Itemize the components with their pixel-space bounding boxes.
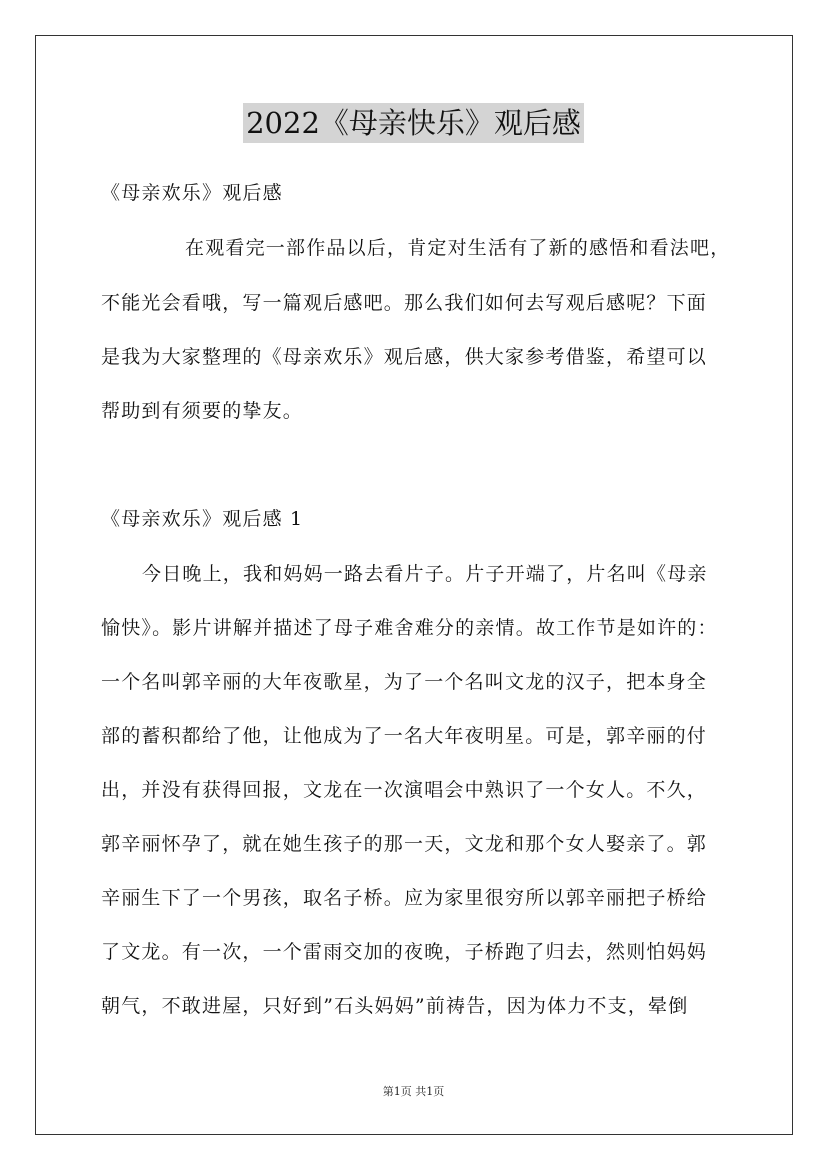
intro-line-1: 在观看完一部作品以后，肯定对生活有了新的感悟和看法吧， (185, 237, 731, 259)
title-container (0, 103, 827, 143)
body-line-3: 一个名叫郭辛丽的大年夜歌星，为了一个名叫文龙的汉子，把本身全 (101, 671, 708, 693)
page-footer: 第1页 共1页 (382, 1085, 445, 1098)
document-subtitle: 《母亲欢乐》观后感 (101, 182, 283, 204)
body-line-1: 今日晚上，我和妈妈一路去看片子。片子开端了，片名叫《母亲 (142, 563, 708, 585)
intro-line-3: 是我为大家整理的《母亲欢乐》观后感，供大家参考借鉴，希望可以 (101, 346, 708, 368)
body-line-5: 出，并没有获得回报，文龙在一次演唱会中熟识了一个女人。不久， (101, 779, 708, 801)
section-heading: 《母亲欢乐》观后感 1 (101, 508, 304, 530)
intro-line-2: 不能光会看哦，写一篇观后感吧。那么我们如何去写观后感呢？下面 (101, 292, 708, 314)
body-line-8: 了文龙。有一次，一个雷雨交加的夜晚，子桥跑了归去，然则怕妈妈 (101, 941, 708, 963)
body-line-9: 朝气，不敢进屋，只好到”石头妈妈”前祷告，因为体力不支，晕倒 (101, 995, 689, 1017)
body-line-2: 愉快》。影片讲解并描述了母子难舍难分的亲情。故工作节是如许的： (101, 617, 718, 639)
body-line-6: 郭辛丽怀孕了，就在她生孩子的那一天，文龙和那个女人娶亲了。郭 (101, 833, 708, 855)
body-line-7: 辛丽生下了一个男孩，取名子桥。应为家里很穷所以郭辛丽把子桥给 (101, 887, 708, 909)
body-line-4: 部的蓄积都给了他，让他成为了一名大年夜明星。可是，郭辛丽的付 (101, 725, 708, 747)
document-title: 2022《母亲快乐》观后感 (243, 103, 584, 143)
intro-line-4: 帮助到有须要的挚友。 (101, 400, 304, 422)
